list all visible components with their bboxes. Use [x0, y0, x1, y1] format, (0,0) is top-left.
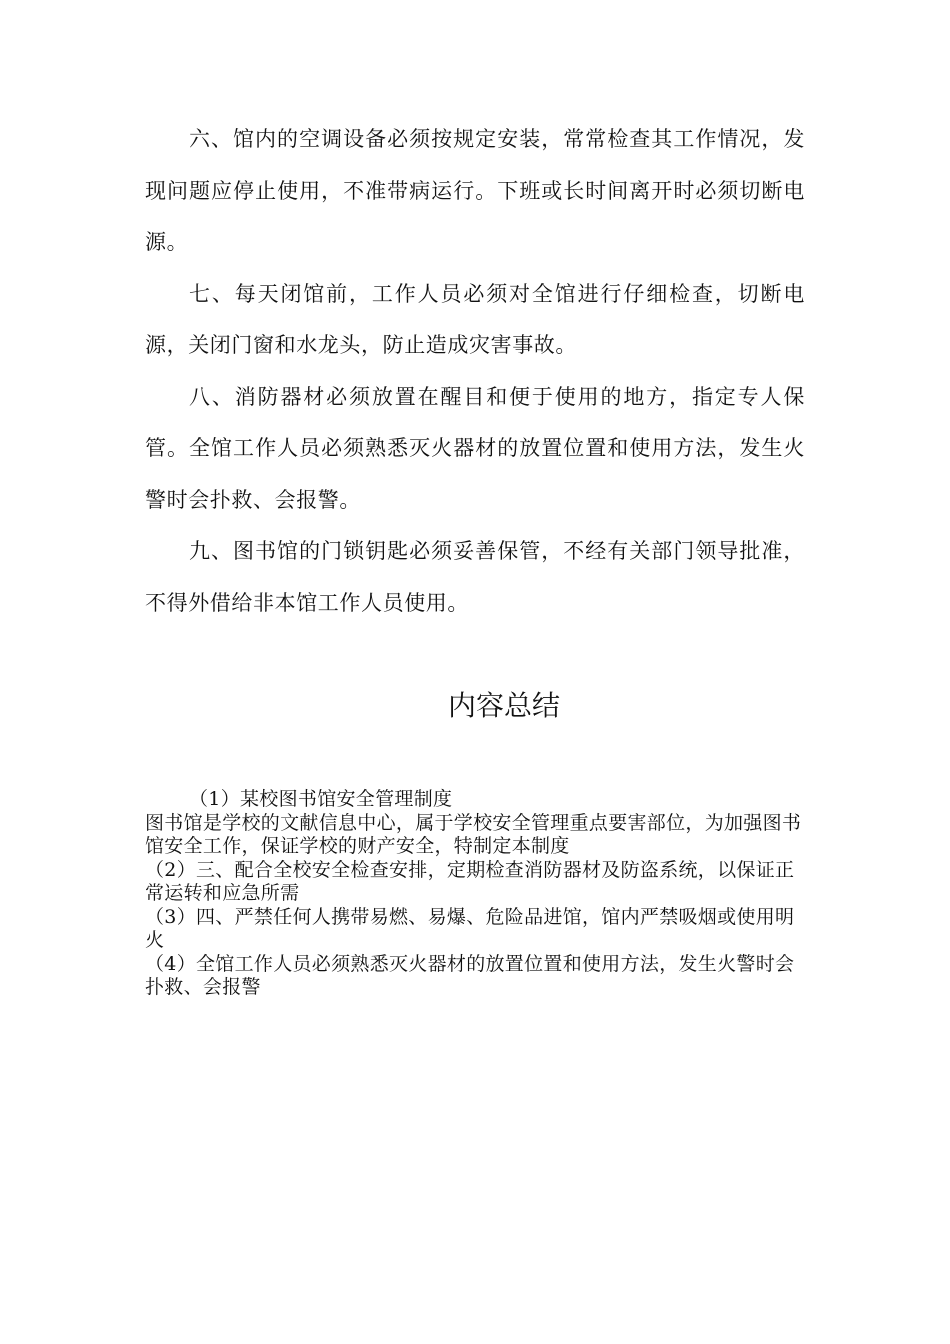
paragraph-nine: 九、图书馆的门锁钥匙必须妥善保管，不经有关部门领导批准，不得外借给非本馆工作人员使用。: [145, 539, 805, 615]
paragraph-eight: 八、消防器材必须放置在醒目和便于使用的地方，指定专人保管。全馆工作人员必须熟悉灭火器材的放置位置和使用方法，发生火警时会扑救、会报警。: [145, 384, 805, 512]
summary-block: [145, 788, 805, 1000]
body-text: [145, 114, 805, 629]
summary-item-2: （2）三、配合全校安全检查安排，定期检查消防器材及防盗系统，以保证正常运转和应急所需: [145, 858, 795, 904]
summary-item-3: （3）四、严禁任何人携带易燃、易爆、危险品进馆，馆内严禁吸烟或使用明火: [145, 905, 795, 951]
summary-heading: 内容总结: [447, 689, 560, 722]
summary-item-1-title: （1）某校图书馆安全管理制度: [189, 788, 453, 810]
summary-item-1-text: 图书馆是学校的文献信息中心，属于学校安全管理重点要害部位，为加强图书馆安全工作，保证学校的财产安全，特制定本制度: [145, 811, 802, 857]
summary-item-4: （4）全馆工作人员必须熟悉灭火器材的放置位置和使用方法，发生火警时会扑救、会报警: [145, 952, 795, 998]
paragraph-six: 六、馆内的空调设备必须按规定安装，常常检查其工作情况，发现问题应停止使用，不准带病运行。下班或长时间离开时必须切断电源。: [145, 127, 805, 254]
paragraph-seven: 七、每天闭馆前，工作人员必须对全馆进行仔细检查，切断电源，关闭门窗和水龙头，防止造成灾害事故。: [145, 281, 805, 357]
